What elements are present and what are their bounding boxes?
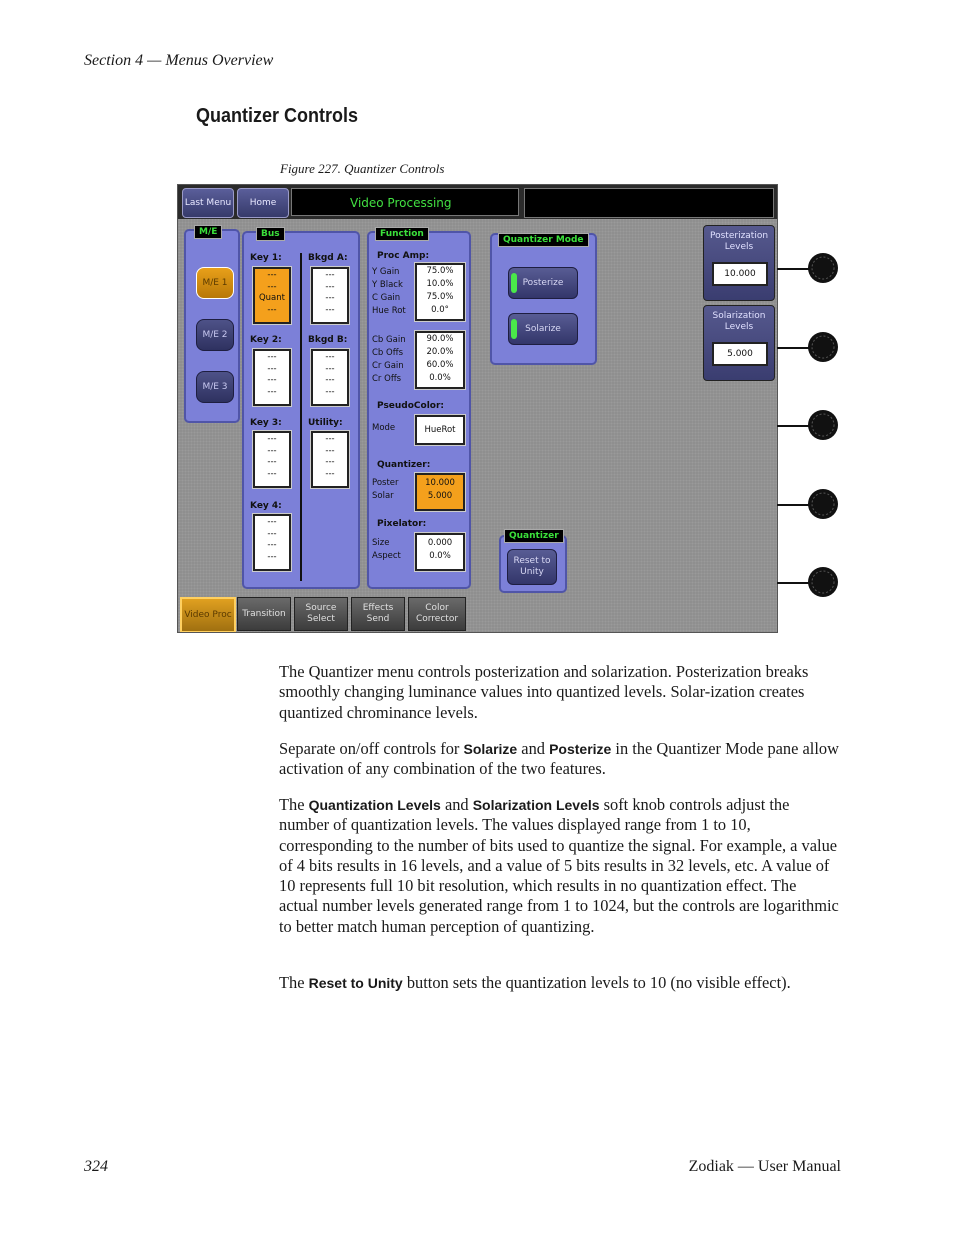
utility-line: ---: [325, 457, 335, 467]
solarize-label: Solarize: [525, 324, 561, 334]
key2-line: ---: [267, 375, 277, 385]
text: The: [279, 973, 309, 992]
row-label: Cb Offs: [372, 348, 404, 358]
pseudocolor-mode[interactable]: HueRot: [415, 415, 465, 445]
bkgd-b-line: ---: [325, 386, 335, 397]
row-label: Y Gain: [372, 267, 400, 277]
ui-term: Solarization Levels: [472, 797, 600, 813]
proc-amp-values[interactable]: [415, 263, 465, 321]
body-paragraph-2: [279, 739, 839, 780]
row-label: C Gain: [372, 293, 401, 303]
last-menu-button[interactable]: Last Menu: [182, 188, 234, 218]
value: 0.0°: [431, 305, 449, 315]
bkgd-b-label: Bkgd B:: [308, 335, 348, 345]
bkgd-a-line: ---: [325, 293, 335, 303]
me-tag: M/E: [194, 225, 222, 239]
row-label: Cr Gain: [372, 361, 404, 371]
row-label: Cr Offs: [372, 374, 402, 384]
knob-icon: [806, 408, 840, 442]
value: 75.0%: [426, 292, 454, 302]
running-header: Section 4 — Menus Overview: [84, 52, 274, 69]
top-bar: [178, 185, 777, 219]
tab-source-select[interactable]: Source Select: [294, 597, 348, 631]
pixelator-rows: [372, 537, 401, 563]
body-paragraph-1: The Quantizer menu controls posterization and solarization. Posterization breaks smoothly changing luminance values into quantized levels. Solar-ization creates quantized chrominance levels.: [279, 662, 809, 722]
me3-button[interactable]: M/E 3: [196, 371, 234, 403]
key3-source[interactable]: [253, 431, 291, 488]
tab-effects-send[interactable]: Effects Send: [351, 597, 405, 631]
pseudocolor-label: PseudoColor:: [377, 401, 445, 411]
bkgd-b-line: ---: [325, 352, 335, 362]
bkgd-b-line: ---: [325, 363, 335, 374]
posterize-button[interactable]: [508, 267, 578, 299]
pixelator-label: Pixelator:: [377, 519, 427, 529]
posterize-label: Posterize: [522, 278, 564, 288]
quantizer-values[interactable]: [415, 473, 465, 511]
bkgd-a-label: Bkgd A:: [308, 253, 348, 263]
quantizer-mode-pane: [490, 233, 597, 365]
key3-line: ---: [267, 468, 277, 479]
utility-line: ---: [325, 434, 335, 444]
row-label: Aspect: [372, 551, 401, 561]
row-label: Poster: [372, 478, 399, 488]
mode-label: Mode: [372, 423, 396, 433]
value: 10.000: [425, 478, 455, 488]
key1-source[interactable]: [253, 267, 291, 324]
solarization-value: 5.000: [712, 342, 768, 366]
row-label: Size: [372, 538, 390, 548]
knob-icon: [806, 330, 840, 364]
tab-video-proc[interactable]: Video Proc: [180, 597, 236, 633]
row-label: Cb Gain: [372, 335, 406, 345]
chroma-rows: [372, 334, 406, 386]
quantizer-tag: Quantizer: [504, 529, 564, 543]
row-label: Hue Rot: [372, 306, 406, 316]
text: button sets the quantization levels to 10 (no visible effect).: [402, 973, 791, 992]
key2-label: Key 2:: [250, 335, 282, 345]
solarize-led: [511, 319, 517, 339]
row-label: Solar: [372, 491, 394, 501]
key3-line: ---: [267, 434, 277, 444]
figure-caption: Figure 227. Quantizer Controls: [280, 161, 445, 176]
bkgd-a-line: ---: [325, 281, 335, 292]
utility-label: Utility:: [308, 418, 343, 428]
quantizer-pane: [499, 531, 567, 593]
value: 0.000: [427, 538, 453, 548]
key1-label: Key 1:: [250, 253, 282, 263]
text: The: [279, 795, 309, 814]
key2-source[interactable]: [253, 349, 291, 406]
key3-line: ---: [267, 457, 277, 467]
text: and: [440, 795, 473, 814]
ui-term: Solarize: [463, 741, 518, 757]
text: and: [517, 739, 550, 758]
key3-label: Key 3:: [250, 418, 282, 428]
tab-transition[interactable]: Transition: [237, 597, 291, 631]
function-tag: Function: [375, 227, 429, 241]
page-number: 324: [84, 1158, 108, 1175]
body-paragraph-3: [279, 795, 839, 937]
ui-term: Reset to Unity: [308, 975, 403, 991]
pixelator-values[interactable]: [415, 533, 465, 571]
bkgd-a-source[interactable]: [311, 267, 349, 324]
solarization-knob-pane[interactable]: [703, 305, 775, 381]
value: 0.0%: [429, 551, 451, 561]
utility-line: ---: [325, 445, 335, 456]
text: in the Quantizer Mode pane allow activation of any combination of the two features.: [279, 739, 839, 779]
tab-color-corrector[interactable]: Color Corrector: [408, 597, 466, 631]
me-pane: [184, 229, 240, 423]
status-field: [524, 188, 774, 218]
knob-icon: [806, 487, 840, 521]
quantizer-rows: [372, 477, 399, 503]
bus-divider: [300, 253, 302, 581]
bkgd-b-line: ---: [325, 375, 335, 385]
bus-pane: [242, 231, 360, 589]
section-title: Quantizer Controls: [196, 105, 359, 127]
me1-button[interactable]: M/E 1: [196, 267, 234, 299]
proc-amp-label: Proc Amp:: [377, 251, 430, 261]
solarization-label: Solarization Levels: [712, 311, 766, 332]
key1-line: ---: [267, 304, 277, 315]
value: 20.0%: [426, 347, 454, 357]
function-pane: [367, 231, 471, 589]
key1-line: ---: [267, 281, 277, 292]
body-paragraph-4: [279, 973, 839, 993]
me2-button[interactable]: M/E 2: [196, 319, 234, 351]
value: 60.0%: [426, 360, 454, 370]
solarize-button[interactable]: [508, 313, 578, 345]
ui-term: Quantization Levels: [308, 797, 441, 813]
value: 75.0%: [426, 266, 454, 276]
footer-title: Zodiak — User Manual: [688, 1158, 841, 1175]
row-label: Y Black: [372, 280, 403, 290]
quantizer-menu-screenshot: [177, 184, 778, 633]
posterization-value: 10.000: [712, 262, 768, 286]
value: 0.0%: [429, 373, 451, 383]
value: 5.000: [427, 491, 453, 501]
key4-source[interactable]: [253, 514, 291, 571]
value: 90.0%: [426, 334, 454, 344]
text: soft knob controls adjust the number of quantization levels. The values displayed range from 1 to 10, corresponding to the number of bits used to quantize the signal. For example, a value of 4 bits results in 16 levels, and a value of 5 bits results in 32 levels, etc. A value of 10 represents full 10 bit resolution, which results in no quantization effect. The actual number levels generated range from 1 to 1024, but the controls are logarithmic to better match human perception of quantizing.: [279, 795, 839, 936]
ui-term: Posterize: [549, 741, 612, 757]
key1-line: Quant: [258, 293, 285, 303]
utility-source[interactable]: [311, 431, 349, 488]
quantizer-label: Quantizer:: [377, 460, 431, 470]
bus-tag: Bus: [256, 227, 285, 241]
key4-line: ---: [267, 540, 277, 550]
key4-label: Key 4:: [250, 501, 282, 511]
menu-title: Video Processing: [291, 188, 519, 216]
knob-icon: [806, 565, 840, 599]
key1-line: ---: [267, 270, 277, 280]
chroma-values[interactable]: [415, 331, 465, 389]
bkgd-a-line: ---: [325, 270, 335, 280]
key2-line: ---: [267, 386, 277, 397]
quantizer-mode-tag: Quantizer Mode: [498, 233, 589, 247]
bkgd-b-source[interactable]: [311, 349, 349, 406]
reset-to-unity-button[interactable]: Reset to Unity: [507, 549, 557, 585]
posterization-knob-pane[interactable]: [703, 225, 775, 301]
knob-icon: [806, 251, 840, 285]
key4-line: ---: [267, 528, 277, 539]
key3-line: ---: [267, 445, 277, 456]
utility-line: ---: [325, 468, 335, 479]
key4-line: ---: [267, 551, 277, 562]
home-button[interactable]: Home: [237, 188, 289, 218]
key2-line: ---: [267, 363, 277, 374]
proc-amp-rows: [372, 266, 406, 318]
bkgd-a-line: ---: [325, 304, 335, 315]
key4-line: ---: [267, 517, 277, 527]
key2-line: ---: [267, 352, 277, 362]
posterization-label: Posterization Levels: [710, 231, 769, 252]
value: 10.0%: [426, 279, 454, 289]
text: Separate on/off controls for: [279, 739, 464, 758]
posterize-led: [511, 273, 517, 293]
